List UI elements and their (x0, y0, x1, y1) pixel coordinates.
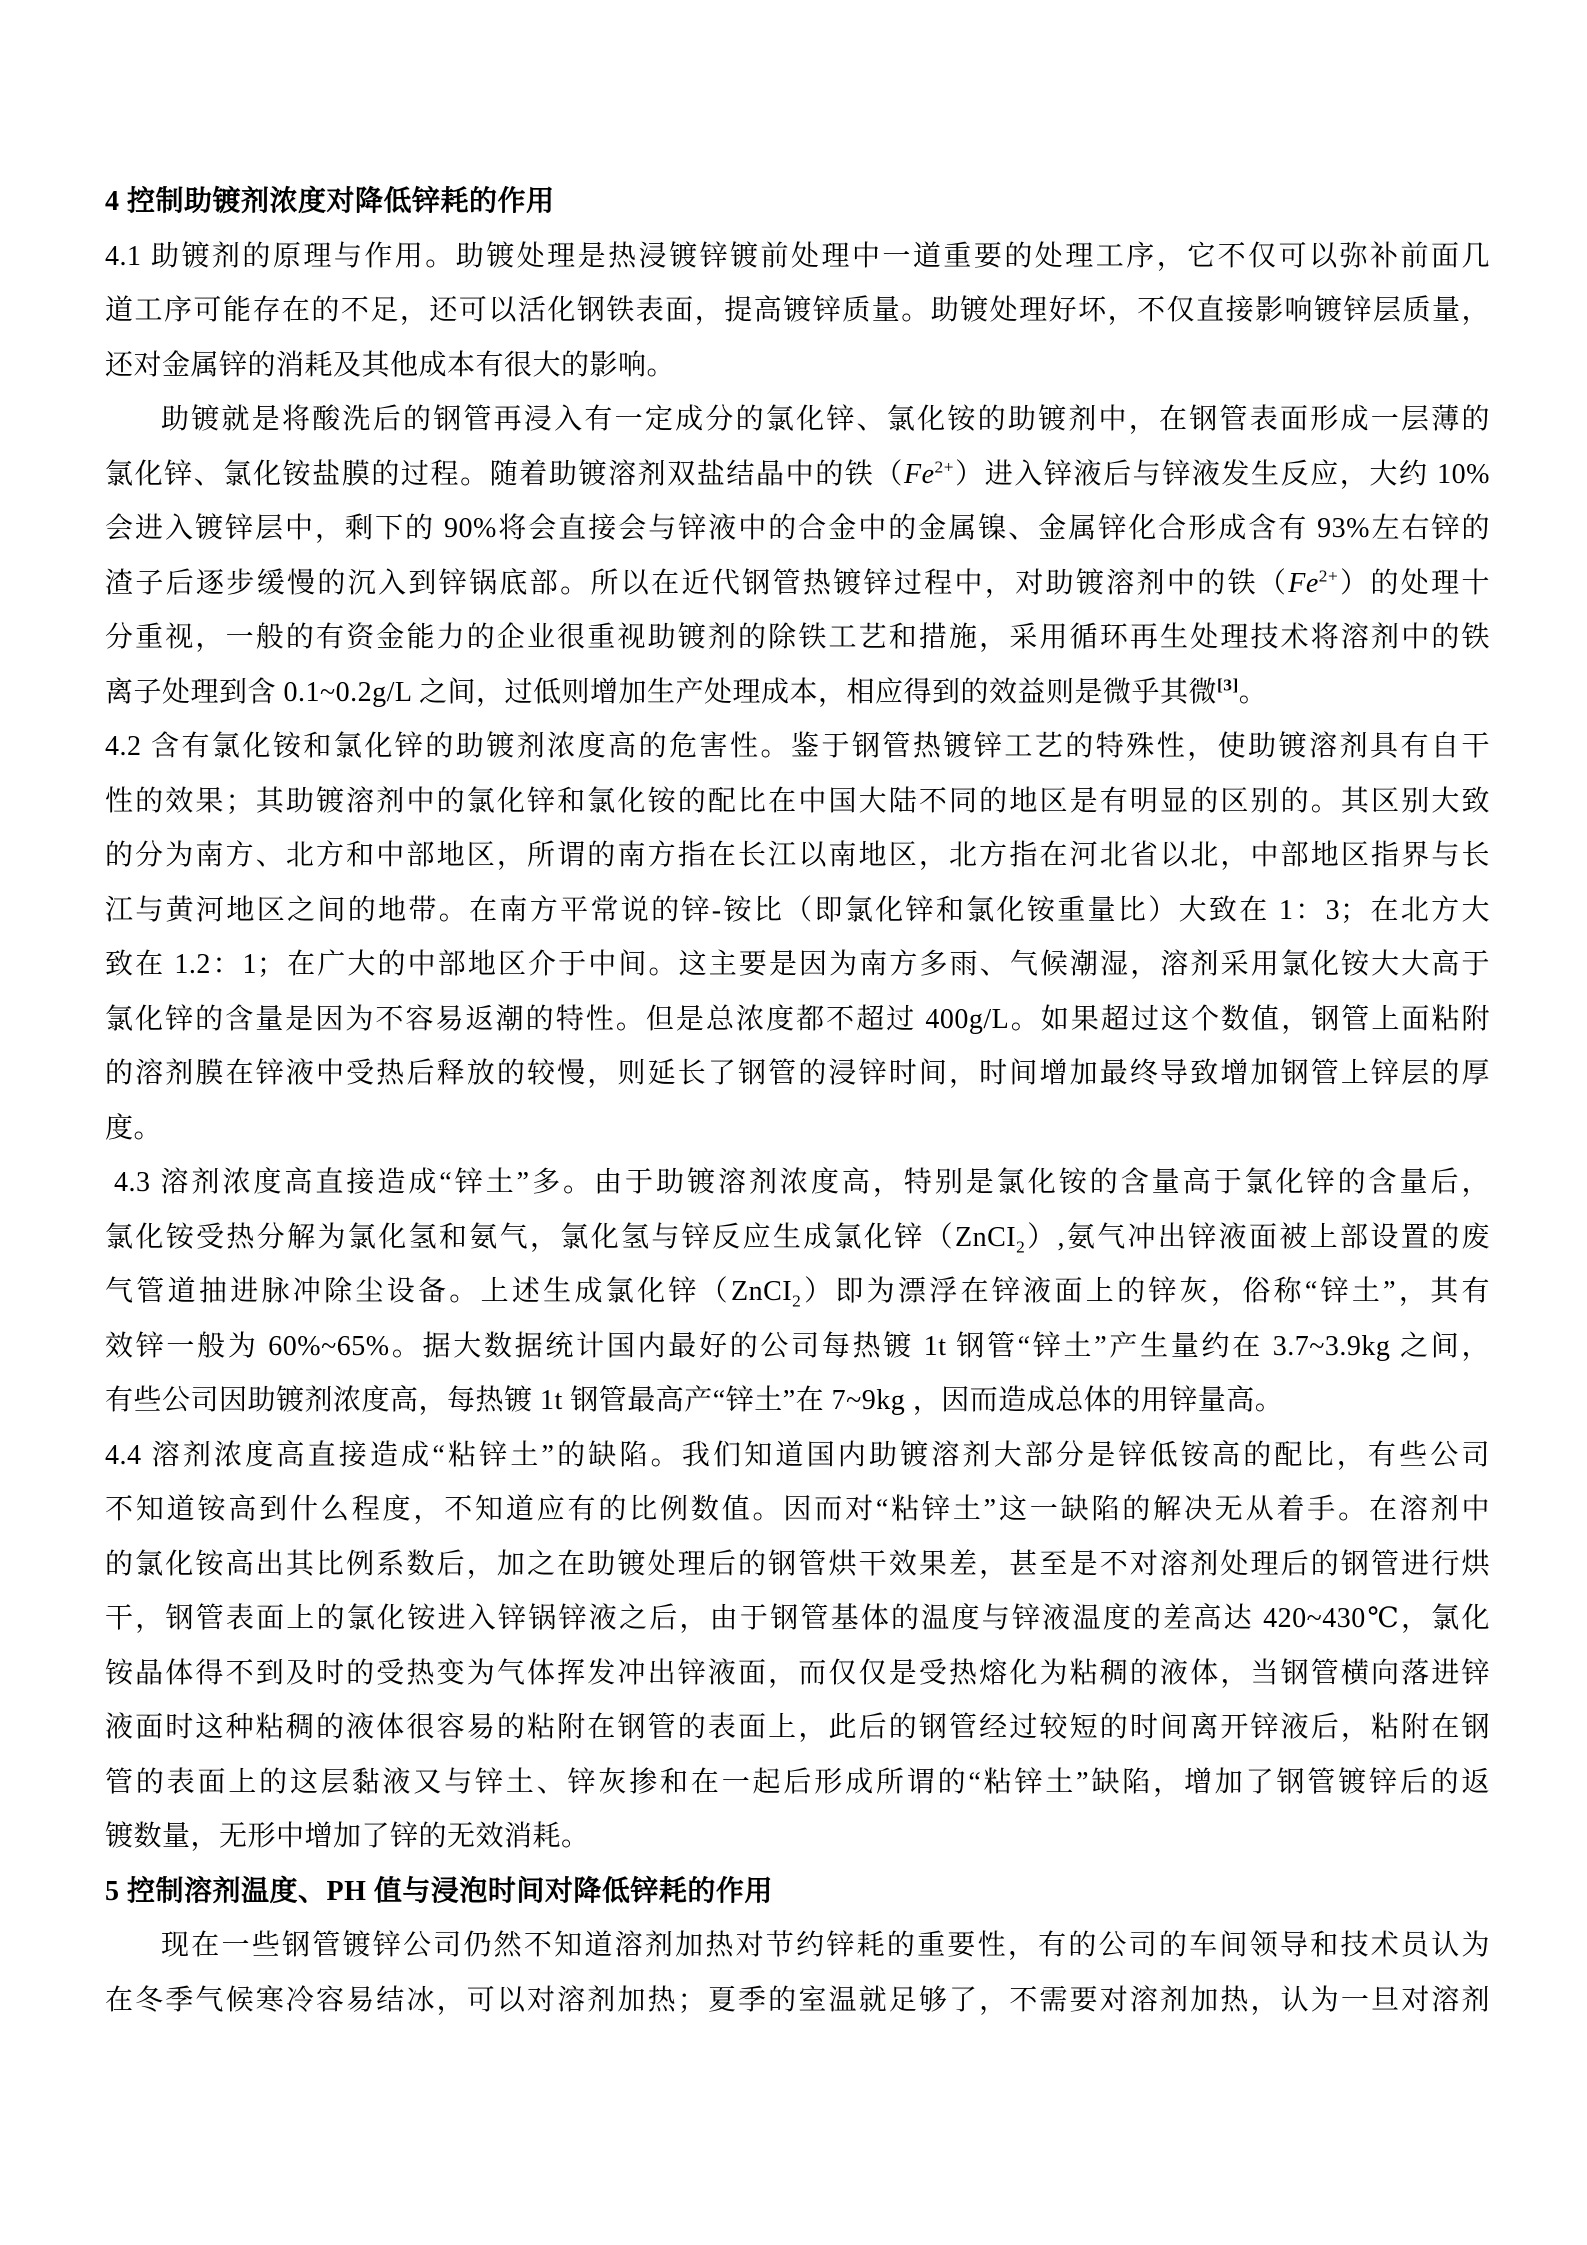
line-segment: ）即为漂浮在锌液面上的锌灰，俗称“锌土”，其有 (801, 1276, 1491, 1307)
fe-symbol: Fe (904, 458, 935, 490)
superscript-charge: 2+ (934, 457, 955, 477)
text-line: 有些公司因助镀剂浓度高，每热镀 1t 钢管最高产“锌土”在 7~9kg ，因而造成总体的用锌量高。 (105, 1385, 1284, 1416)
text-line: 镀数量，无形中增加了锌的无效消耗。 (105, 1821, 590, 1852)
text-line: 江与黄河地区之间的地带。在南方平常说的锌-铵比（即氯化锌和氯化铵重量比）大致在 1：3；在北方大 (105, 894, 1490, 926)
text-line: 效锌一般为 60%~65%。据大数据统计国内最好的公司每热镀 1t 钢管“锌土”产生量约在 3.7~3.9kg 之间， (105, 1330, 1490, 1362)
section-heading-5: 5 控制溶剂温度、PH 值与浸泡时间对降低锌耗的作用 (105, 1875, 773, 1907)
text-line (105, 1265, 1490, 1320)
line-segment: 渣子后逐步缓慢的沉入到锌锅底部。所以在近代钢管热镀锌过程中，对助镀溶剂中的铁（ (105, 567, 1289, 599)
text-line: 不知道铵高到什么程度，不知道应有的比例数值。因而对“粘锌土”这一缺陷的解决无从着手。在溶剂中 (105, 1494, 1490, 1525)
text-line: 性的效果；其助镀溶剂中的氯化锌和氯化铵的配比在中国大陆不同的地区是有明显的区别的。其区别大致 (105, 785, 1490, 817)
text-line: 4.4 溶剂浓度高直接造成“粘锌土”的缺陷。我们知道国内助镀溶剂大部分是锌低铵高的配比，有些公司 (105, 1439, 1490, 1471)
text-line: 4.2 含有氯化铵和氯化锌的助镀剂浓度高的危害性。鉴于钢管热镀锌工艺的特殊性，使助镀溶剂具有自干 (105, 731, 1490, 762)
text-line: 道工序可能存在的不足，还可以活化钢铁表面，提高镀锌质量。助镀处理好坏，不仅直接影响镀锌层质量， (105, 295, 1490, 326)
text-line (105, 666, 1490, 721)
text-line: 度。 (105, 1112, 163, 1144)
text-line: 氯化锌的含量是因为不容易返潮的特性。但是总浓度都不超过 400g/L。如果超过这个数值，钢管上面粘附 (105, 1003, 1490, 1035)
line-segment: ）,氨气冲出锌液面被上部设置的废 (1025, 1221, 1490, 1253)
text-line: 还对金属锌的消耗及其他成本有很大的影响。 (105, 349, 676, 381)
text-line (105, 557, 1490, 612)
section-heading-4: 4 控制助镀剂浓度对降低锌耗的作用 (105, 186, 555, 217)
subscript-formula: 2 (792, 1291, 802, 1311)
text-line (105, 448, 1490, 503)
text-line: 4.3 溶剂浓度高直接造成“锌土”多。由于助镀溶剂浓度高，特别是氯化铵的含量高于氯化锌的含量后， (114, 1167, 1490, 1198)
text-line: 干，钢管表面上的氯化铵进入锌锅锌液之后，由于钢管基体的温度与锌液温度的差高达 420~430℃，氯化 (105, 1603, 1490, 1634)
text-line: 的溶剂膜在锌液中受热后释放的较慢，则延长了钢管的浸锌时间，时间增加最终导致增加钢管上锌层的厚 (105, 1058, 1490, 1089)
citation-reference: [3] (1217, 675, 1239, 695)
text-line: 的氯化铵高出其比例系数后，加之在助镀处理后的钢管烘干效果差，甚至是不对溶剂处理后的钢管进行烘 (105, 1548, 1490, 1580)
text-line: 现在一些钢管镀锌公司仍然不知道溶剂加热对节约锌耗的重要性，有的公司的车间领导和技术员认为 (161, 1930, 1490, 1961)
line-segment: ）的处理十 (1338, 567, 1490, 599)
text-line: 管的表面上的这层黏液又与锌土、锌灰掺和在一起后形成所谓的“粘锌土”缺陷，增加了钢管镀锌后的返 (105, 1766, 1490, 1798)
line-segment: 氯化铵受热分解为氯化氢和氨气，氯化氢与锌反应生成氯化锌（ZnCI (105, 1221, 1017, 1253)
text-line: 液面时这种粘稠的液体很容易的粘附在钢管的表面上，此后的钢管经过较短的时间离开锌液后，粘附在钢 (105, 1712, 1490, 1743)
text-line (105, 1211, 1490, 1266)
text-line: 助镀就是将酸洗后的钢管再浸入有一定成分的氯化锌、氯化铵的助镀剂中，在钢管表面形成一层薄的 (161, 404, 1490, 435)
text-line: 4.1 助镀剂的原理与作用。助镀处理是热浸镀锌镀前处理中一道重要的处理工序，它不仅可以弥补前面几 (105, 240, 1490, 272)
line-segment: 。 (1238, 676, 1268, 708)
text-line: 的分为南方、北方和中部地区，所谓的南方指在长江以南地区，北方指在河北省以北，中部地区指界与长 (105, 840, 1490, 871)
text-line: 在冬季气候寒冷容易结冰，可以对溶剂加热；夏季的室温就足够了，不需要对溶剂加热，认为一旦对溶剂 (105, 1984, 1490, 2016)
subscript-formula: 2 (1016, 1237, 1026, 1257)
line-segment: 气管道抽进脉冲除尘设备。上述生成氯化锌（ZnCI (105, 1276, 793, 1307)
line-segment: 离子处理到含 0.1~0.2g/L 之间，过低则增加生产处理成本，相应得到的效益则是微乎其微 (105, 676, 1217, 708)
line-segment: 氯化锌、氯化铵盐膜的过程。随着助镀溶剂双盐结晶中的铁（ (105, 458, 904, 490)
text-line: 致在 1.2：1；在广大的中部地区介于中间。这主要是因为南方多雨、气候潮湿，溶剂采用氯化铵大大高于 (105, 949, 1490, 980)
text-line: 会进入镀锌层中，剩下的 90%将会直接会与锌液中的合金中的金属镍、金属锌化合形成含有 93%左右锌的 (105, 513, 1490, 544)
line-segment: ）进入锌液后与锌液发生反应，大约 10% (954, 458, 1490, 490)
text-line: 铵晶体得不到及时的受热变为气体挥发冲出锌液面，而仅仅是受热熔化为粘稠的液体，当钢管横向落进锌 (105, 1657, 1490, 1689)
superscript-charge: 2+ (1318, 566, 1339, 586)
text-line: 分重视，一般的有资金能力的企业很重视助镀剂的除铁工艺和措施，采用循环再生处理技术将溶剂中的铁 (105, 622, 1490, 653)
fe-symbol: Fe (1288, 567, 1319, 599)
